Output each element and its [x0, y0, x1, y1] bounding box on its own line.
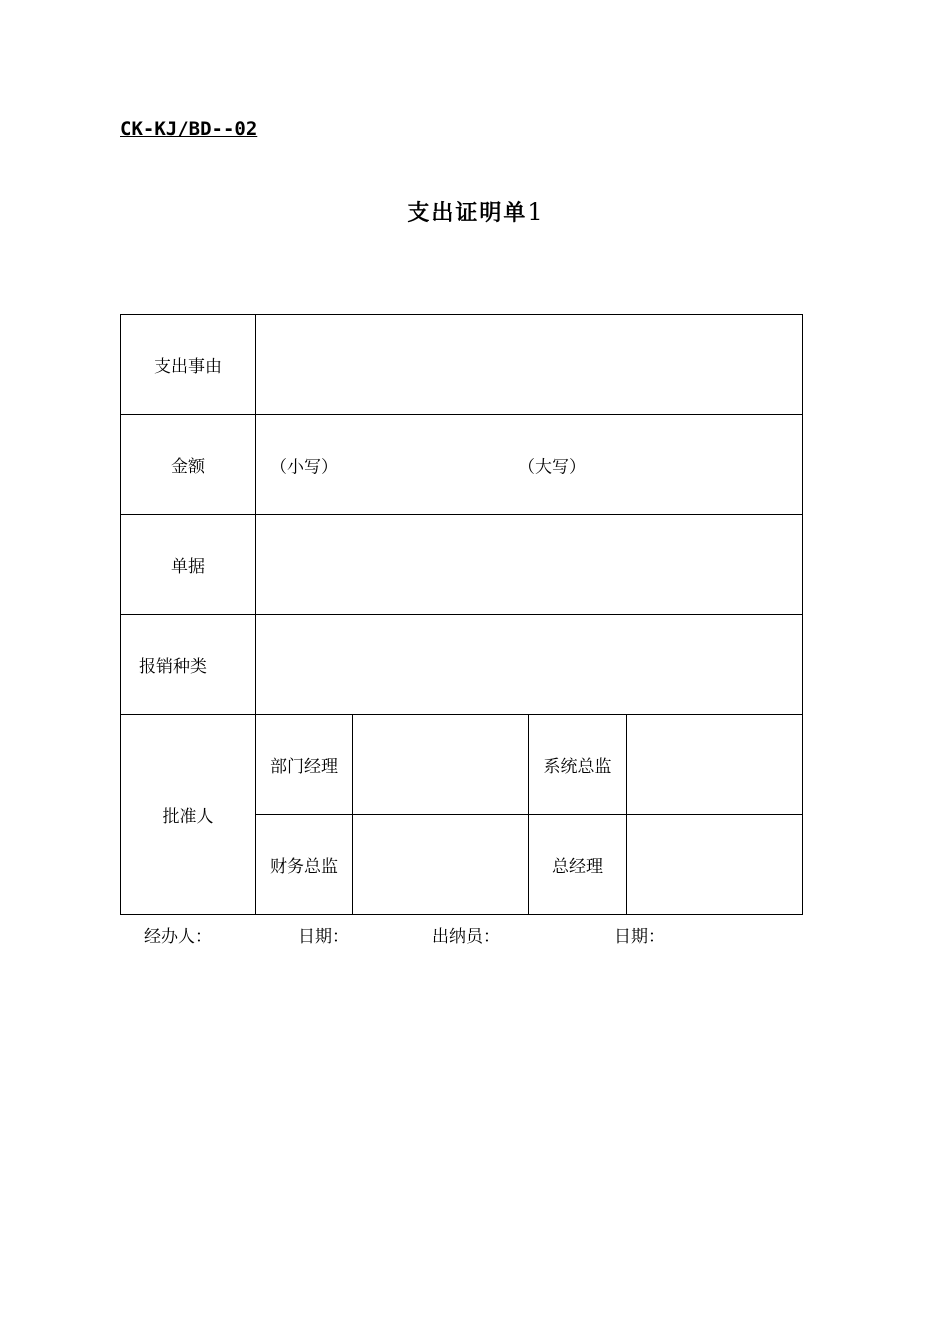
reimburse-type-label: 报销种类 — [121, 615, 256, 715]
reimburse-type-field[interactable] — [256, 615, 803, 715]
receipt-row — [121, 515, 803, 615]
expense-form-table — [120, 314, 803, 915]
title-text: 支出证明单 — [407, 200, 528, 226]
amount-field[interactable] — [256, 415, 803, 515]
amount-small-label: （小写） — [270, 457, 338, 477]
dept-manager-label: 部门经理 — [256, 715, 353, 815]
approver-row-1 — [121, 715, 803, 815]
date1-label: 日期： — [298, 927, 349, 947]
receipt-field[interactable] — [256, 515, 803, 615]
handler-label: 经办人： — [144, 927, 212, 947]
general-manager-field[interactable] — [627, 815, 803, 915]
receipt-label: 单据 — [121, 515, 256, 615]
amount-big-label: （大写） — [518, 457, 586, 477]
date2-label: 日期： — [614, 927, 665, 947]
general-manager-label: 总经理 — [529, 815, 627, 915]
signature-footer — [0, 922, 950, 948]
page-title — [0, 196, 950, 227]
system-director-label: 系统总监 — [529, 715, 627, 815]
title-number: 1 — [527, 198, 543, 226]
reason-label: 支出事由 — [121, 315, 256, 415]
cashier-label: 出纳员： — [432, 927, 500, 947]
dept-manager-field[interactable] — [353, 715, 529, 815]
amount-label: 金额 — [121, 415, 256, 515]
finance-director-label: 财务总监 — [256, 815, 353, 915]
reason-row — [121, 315, 803, 415]
approver-label: 批准人 — [121, 715, 256, 915]
document-code: CK-KJ/BD--02 — [120, 118, 258, 140]
reason-field[interactable] — [256, 315, 803, 415]
system-director-field[interactable] — [627, 715, 803, 815]
finance-director-field[interactable] — [353, 815, 529, 915]
reimburse-type-row — [121, 615, 803, 715]
amount-row — [121, 415, 803, 515]
